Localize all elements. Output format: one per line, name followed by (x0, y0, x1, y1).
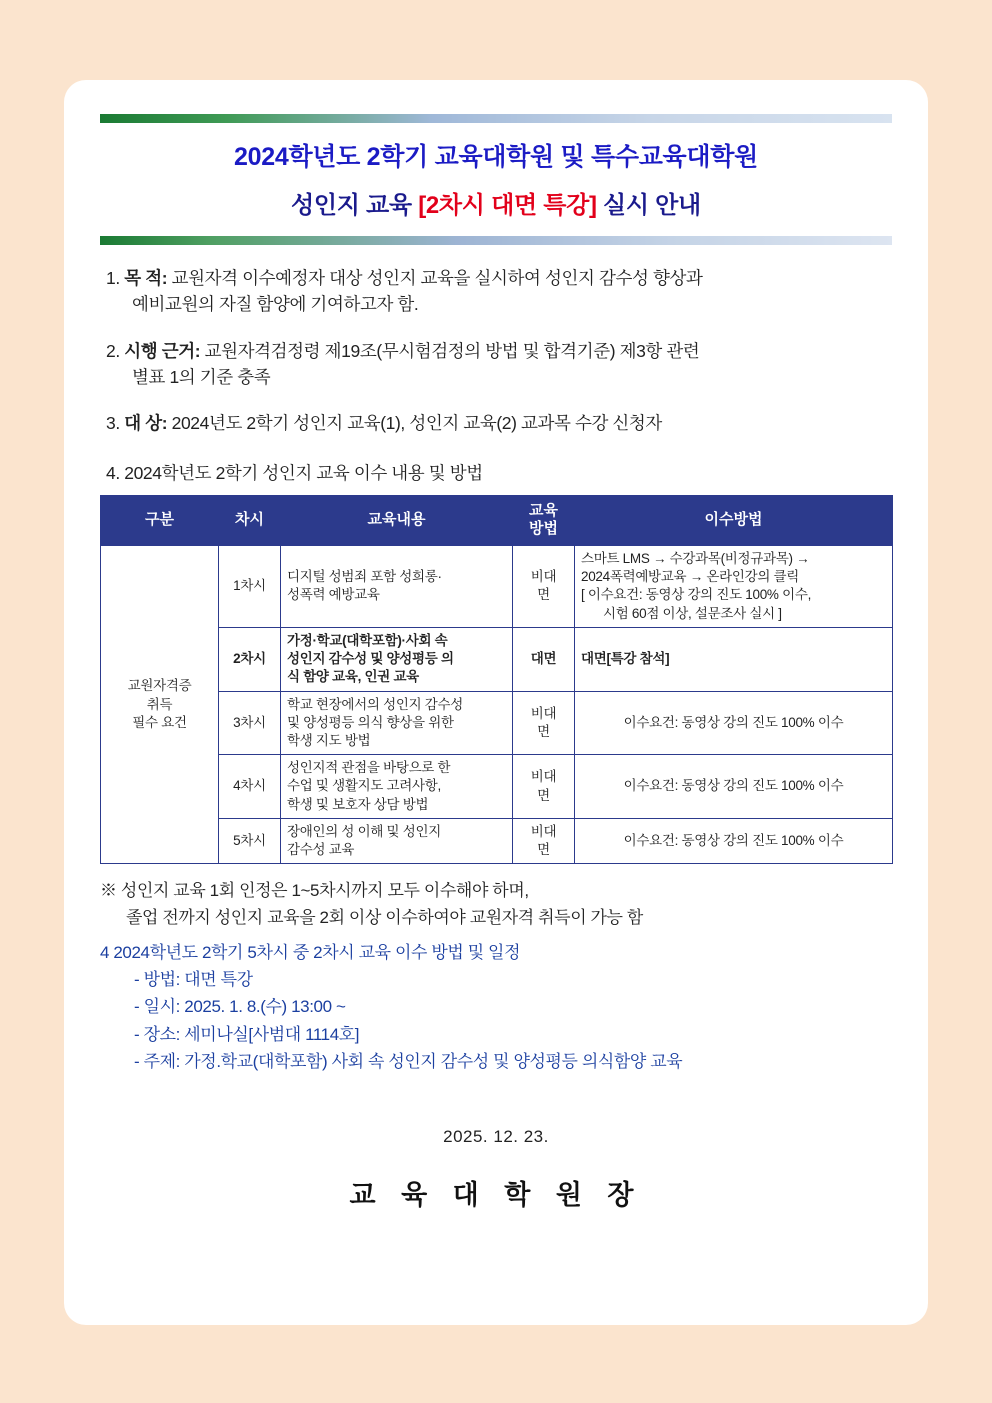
group-label-l3: 필수 요건 (132, 714, 187, 730)
content-4-l1: 성인지적 관점을 바탕으로 한 (287, 760, 451, 776)
document-signer: 교 육 대 학 원 장 (349, 1179, 643, 1210)
howto-1-l2: 2024폭력예방교육 → 온라인강의 클릭 (581, 569, 800, 585)
content-1-l1: 디지털 성범죄 포함 성희롱· (287, 569, 442, 585)
cell-session-1: 1차시 (219, 546, 281, 628)
cell-howto-5: 이수요건: 동영상 강의 진도 100% 이수 (575, 818, 893, 863)
section-text-3: 2024년도 2학기 성인지 교육(1), 성인지 교육(2) 교과목 수강 신청자 (167, 413, 662, 433)
page-title-line2 (100, 175, 892, 230)
col-header-method-l2: 방법 (529, 520, 558, 538)
section-number-1: 1. (106, 268, 120, 288)
cell-content-4 (281, 755, 513, 819)
header-rule-top (100, 114, 892, 123)
cell-howto-4: 이수요건: 동영상 강의 진도 100% 이수 (575, 755, 893, 819)
section-target (106, 410, 892, 436)
title-part-a: 성인지 교육 (291, 192, 419, 219)
table-row (101, 691, 893, 755)
note-asterisk-l1: ※ 성인지 교육 1회 인정은 1~5차시까지 모두 이수해야 하며, (100, 881, 529, 901)
cell-session-2: 2차시 (219, 627, 281, 691)
cell-method-5 (513, 818, 575, 863)
cell-session-4: 4차시 (219, 755, 281, 819)
content-5-l1: 장애인의 성 이해 및 성인지 (287, 823, 441, 839)
table-row (101, 818, 893, 863)
method-1-l2: 면 (537, 587, 550, 603)
section-text-1: 교원자격 이수예정자 대상 성인지 교육을 실시하여 성인지 감수성 향상과 (167, 268, 703, 288)
section-legal-basis (106, 338, 892, 391)
cell-howto-3: 이수요건: 동영상 강의 진도 100% 이수 (575, 691, 893, 755)
cell-content-3 (281, 691, 513, 755)
note-schedule-title: 4 2024학년도 2학기 5차시 중 2차시 교육 이수 방법 및 일정 (100, 942, 521, 962)
note-asterisk-l2: 졸업 전까지 성인지 교육을 2회 이상 이수하여야 교원자격 취득이 가능 함 (126, 907, 643, 927)
col-header-method (513, 495, 575, 546)
col-header-howto: 이수방법 (575, 495, 893, 546)
content-4-l2: 수업 및 생활지도 고려사항, (287, 778, 441, 794)
group-label-l1: 교원자격증 (127, 678, 192, 694)
group-label-l2: 취득 (146, 696, 173, 712)
section-label-3: 대 상: (124, 413, 168, 433)
content-1-l2: 성폭력 예방교육 (287, 587, 380, 603)
note-schedule (100, 939, 892, 1075)
title-highlight: [2차시 대면 특강] (418, 192, 597, 219)
content-3-l1: 학교 현장에서의 성인지 감수성 (287, 696, 463, 712)
notice-page (64, 80, 928, 1325)
content-2-l2: 성인지 감수성 및 양성평등 의 (287, 651, 454, 667)
header-rule-bottom (100, 236, 892, 245)
method-3-l1: 비대 (530, 705, 557, 721)
document-date: 2025. 12. 23. (443, 1126, 549, 1146)
col-header-division: 구분 (101, 495, 219, 546)
content-4-l3: 학생 및 보호자 상담 방법 (287, 796, 429, 812)
cell-content-1 (281, 546, 513, 628)
cell-group-label (101, 546, 219, 864)
table-row (101, 755, 893, 819)
method-1-l1: 비대 (530, 569, 557, 585)
section-text-2: 교원자격검정령 제19조(무시험검정의 방법 및 합격기준) 제3항 관련 (200, 340, 700, 361)
section-purpose (106, 265, 892, 318)
cell-method-3 (513, 691, 575, 755)
cell-method-1 (513, 546, 575, 628)
section-number-3: 3. (106, 413, 120, 433)
content-5-l2: 감수성 교육 (287, 842, 355, 858)
method-3-l2: 면 (537, 723, 550, 739)
section-number-4: 4. (106, 463, 120, 484)
section-label-1: 목 적: (124, 268, 168, 288)
col-header-method-l1: 교육 (529, 501, 558, 519)
howto-1-l1: 스마트 LMS → 수강과목(비정규과목) → (581, 551, 810, 566)
section-text-1-cont: 예비교원의 자질 함양에 기여하고자 함. (132, 294, 419, 315)
cell-content-2 (281, 627, 513, 691)
method-4-l1: 비대 (530, 769, 557, 785)
method-5-l1: 비대 (530, 823, 557, 839)
cell-howto-1 (575, 546, 893, 628)
note-schedule-place: - 장소: 세미나실[사범대 1114호] (134, 1024, 360, 1044)
page-title-line1: 2024학년도 2학기 교육대학원 및 특수교육대학원 (234, 143, 758, 171)
note-schedule-topic: - 주제: 가정.학교(대학포함) 사회 속 성인지 감수성 및 양성평등 의식함양 교육 (134, 1051, 683, 1071)
table-row (101, 627, 893, 691)
cell-content-5 (281, 818, 513, 863)
note-asterisk (100, 878, 892, 931)
method-5-l2: 면 (537, 842, 550, 858)
table-header-row (101, 495, 893, 546)
cell-session-5: 5차시 (219, 818, 281, 863)
section-number-2: 2. (106, 340, 120, 361)
method-4-l2: 면 (537, 787, 550, 803)
section-text-4: 2024학년도 2학기 성인지 교육 이수 내용 및 방법 (119, 463, 483, 484)
cell-howto-2: 대면[특강 참석] (575, 627, 893, 691)
content-3-l2: 및 양성평등 의식 향상을 위한 (287, 714, 454, 730)
content-3-l3: 학생 지도 방법 (287, 732, 371, 748)
title-part-b: 실시 안내 (596, 192, 701, 219)
howto-1-l3: [ 이수요건: 동영상 강의 진도 100% 이수, (581, 587, 812, 603)
content-2-l1: 가정·학교(대학포함)·사회 속 (287, 632, 448, 648)
section-completion-method (106, 460, 892, 486)
howto-1-l4: 시험 60점 이상, 설문조사 실시 ] (603, 605, 782, 621)
content-2-l3: 식 함양 교육, 인권 교육 (287, 669, 419, 685)
section-label-2: 시행 근거: (124, 340, 201, 361)
cell-method-2: 대면 (513, 627, 575, 691)
col-header-content: 교육내용 (281, 495, 513, 546)
table-row (101, 546, 893, 628)
note-schedule-method: - 방법: 대면 특강 (134, 970, 253, 990)
note-schedule-datetime: - 일시: 2025. 1. 8.(수) 13:00 ~ (134, 997, 346, 1017)
cell-session-3: 3차시 (219, 691, 281, 755)
section-text-2-cont: 별표 1의 기준 충족 (132, 366, 271, 387)
cell-method-4 (513, 755, 575, 819)
col-header-session: 차시 (219, 495, 281, 546)
course-table (100, 495, 893, 865)
